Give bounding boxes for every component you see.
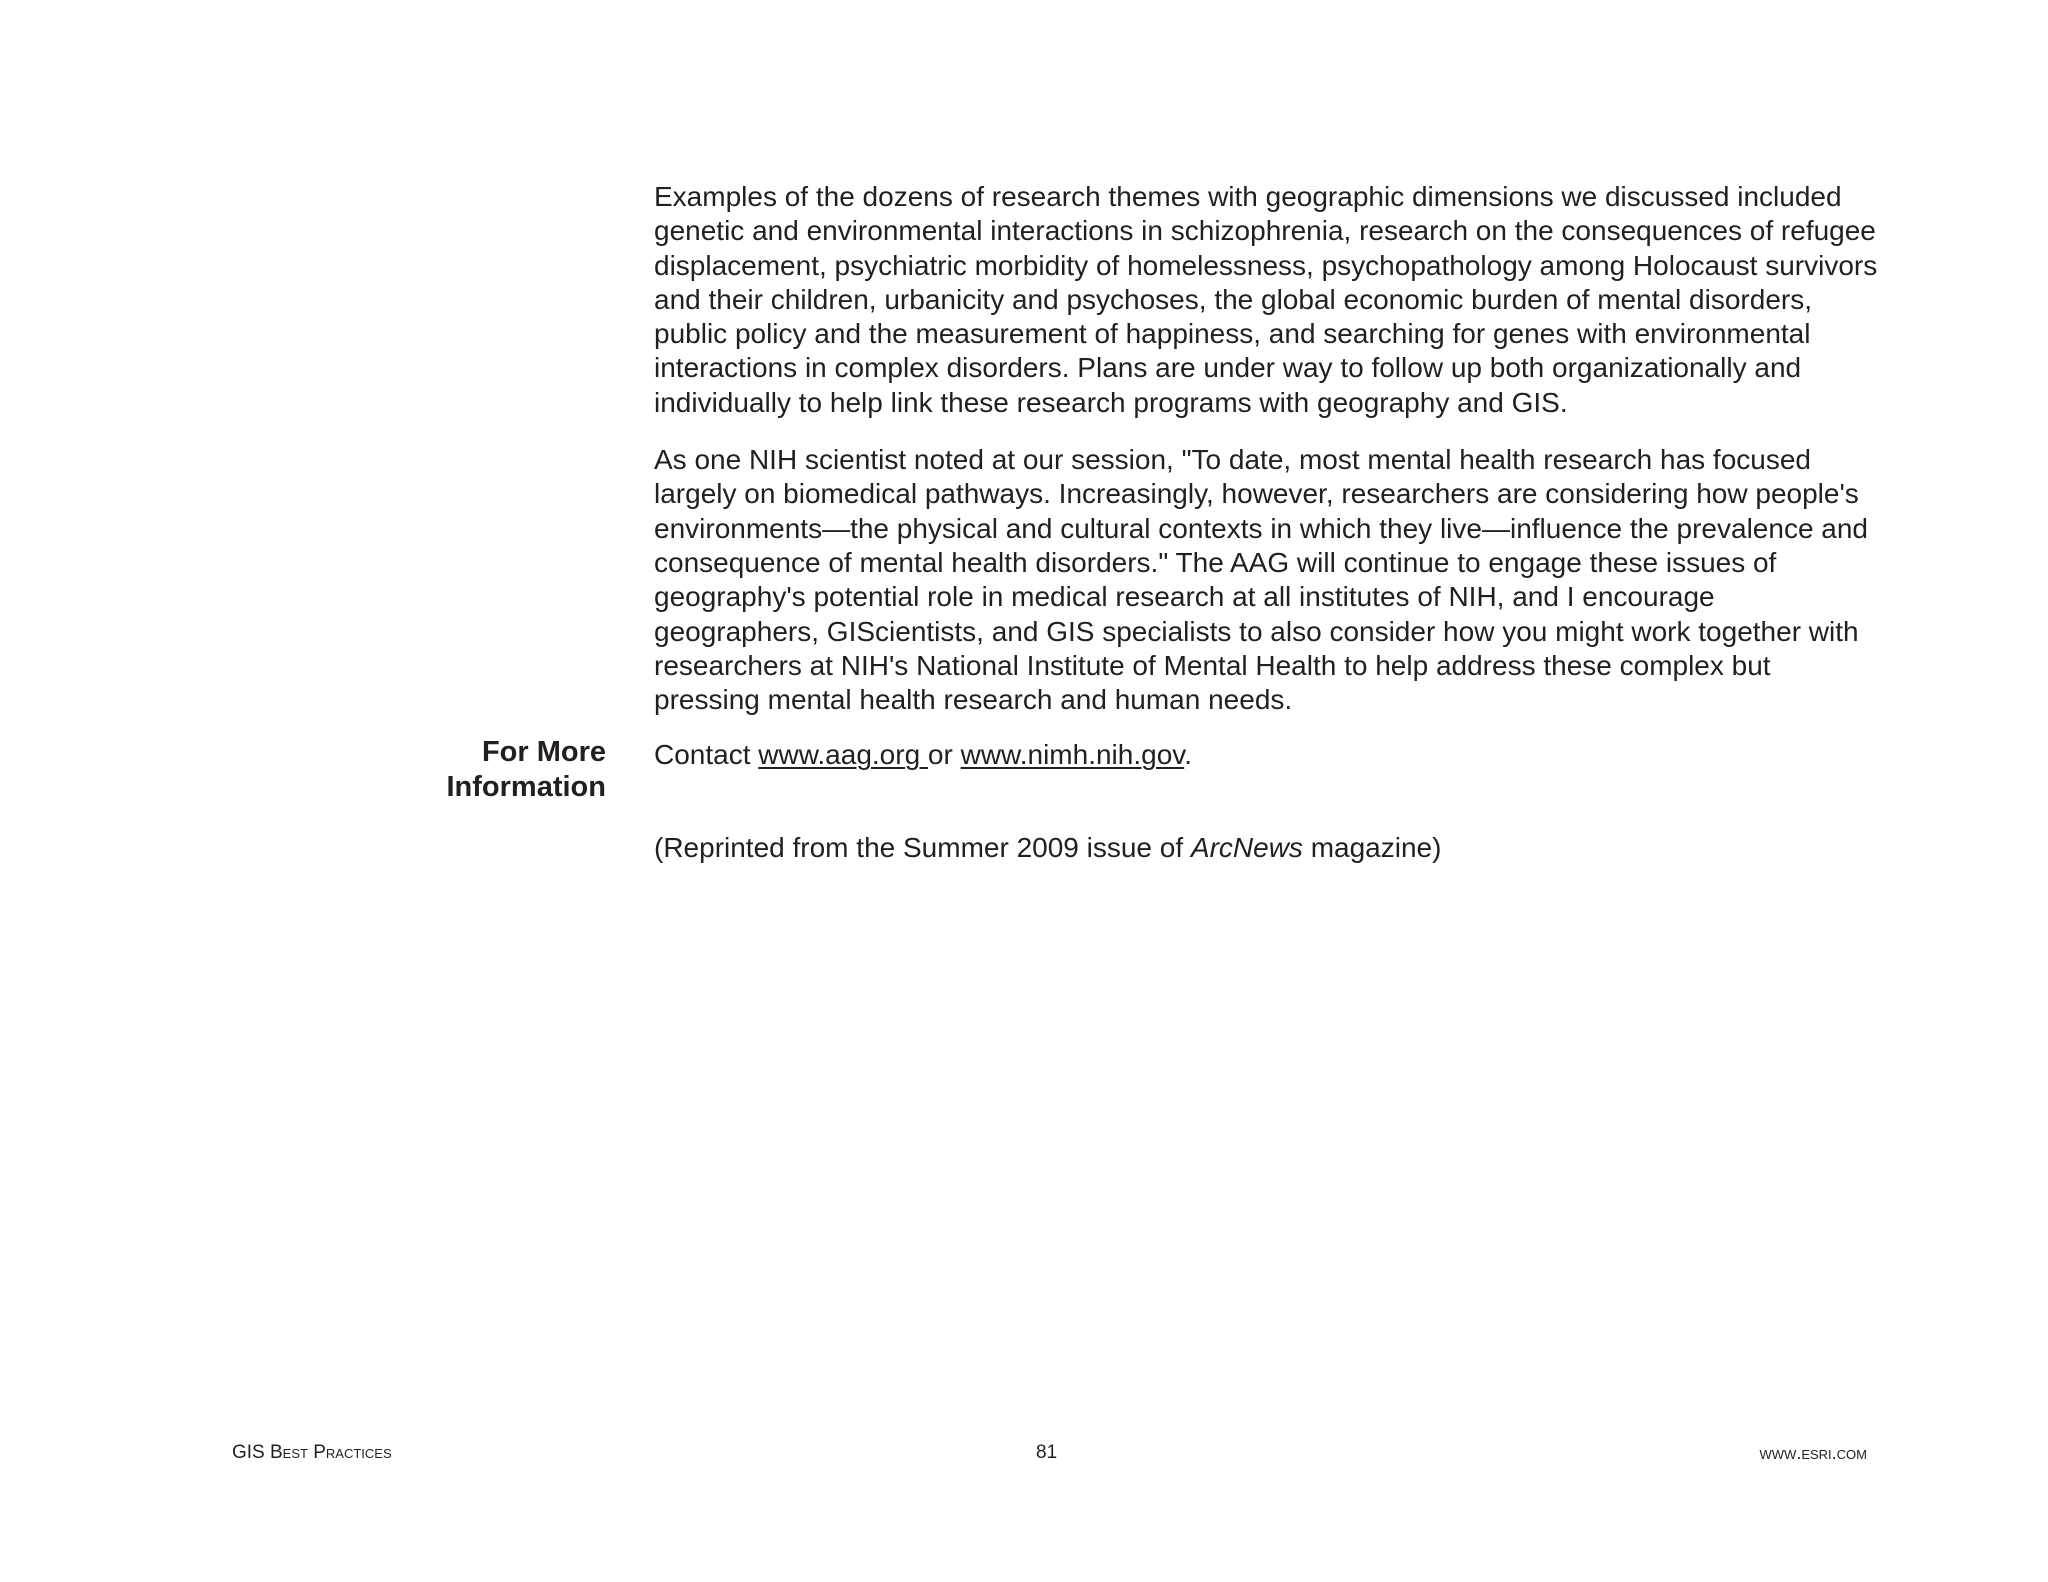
reprint-note: [654, 831, 1441, 865]
nimh-link[interactable]: www.nimh.nih.gov: [960, 739, 1185, 770]
contact-suffix: .: [1184, 739, 1192, 770]
contact-line: [654, 738, 1192, 772]
for-more-information-heading: [447, 735, 607, 805]
reprint-suffix: magazine): [1302, 832, 1442, 863]
footer-publication-title: GIS Best Practices: [232, 1442, 392, 1463]
reprint-prefix: (Reprinted from the Summer 2009 issue of: [654, 832, 1191, 863]
body-paragraph: As one NIH scientist noted at our session, "To date, most mental health research has focused largely on biomedical pathways. Increasingly, however, researchers are considering how people's environments—the physical and cultural contexts in which they live—influence the prevalence and consequence of mental health disorders." The AAG will continue to engage these issues of geography's potential role in medical research at all institutes of NIH, and I encourage geographers, GIScientists, and GIS specialists to also consider how you might work together with researchers at NIH's National Institute of Mental Health to help address these complex but pressing mental health research and human needs.: [654, 444, 1869, 716]
heading-line: Information: [446, 771, 606, 803]
body-paragraph: Examples of the dozens of research themes with geographic dimensions we discussed included genetic and environmental interactions in schizophrenia, research on the consequences of refugee displacement, psychiatric morbidity of homelessness, psychopathology among Holocaust survivors and their children, urbanicity and psychoses, the global economic burden of mental disorders, public policy and the measurement of happiness, and searching for genes with environmental interactions in complex disorders. Plans are under way to follow up both organizationally and individually to help link these research programs with geography and GIS.: [654, 181, 1878, 418]
page-number: 81: [1036, 1442, 1058, 1463]
publication-name: ArcNews: [1190, 832, 1303, 863]
footer-website: www.esri.com: [1759, 1443, 1867, 1463]
or-text: or: [927, 739, 961, 770]
body-column: [654, 180, 1884, 717]
aag-link[interactable]: www.aag.org: [758, 739, 928, 770]
contact-prefix: Contact: [654, 739, 759, 770]
heading-line: For More: [481, 736, 606, 768]
